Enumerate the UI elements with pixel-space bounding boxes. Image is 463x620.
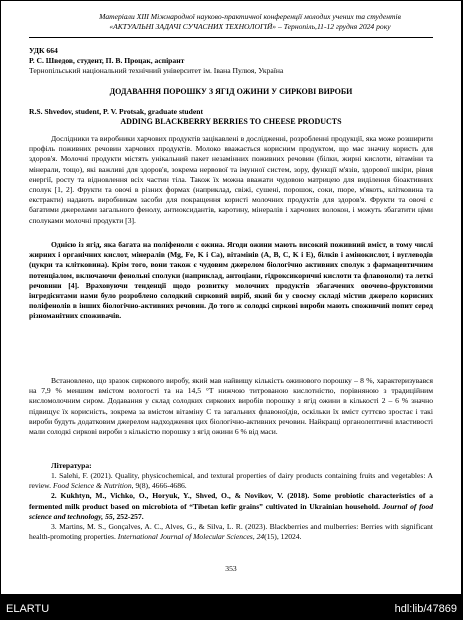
title-ukrainian: ДОДАВАННЯ ПОРОШКУ З ЯГІД ОЖИНИ У СИРКОВІ ВИРОБИ [109,87,353,96]
handle-identifier: hdl:lib/47869 [394,603,457,615]
conference-header [61,12,439,32]
references-heading: Література: [51,461,92,470]
reference-item [29,471,433,491]
paragraph-blackberry: Однією із ягід, яка багата на поліфеноли є ожина. Ягоди ожини мають високий поживний вміст, в тому числі жирних і органічних кислот, мінералів (Mg, Fe, K і Ca), вітамінів (A, B, C, K і E), білків і амінокислот, і вуглеводів (цукри та клітковина). Крім того, вони також є чудовим джерелом біологічно активних сполук з фармацевтичним потенціалом, включаючи фенольні сполуки (наприклад, антоціани, гідроксикоричні кислоти та флавоноли) та леткі речовини [4]. Враховуючи тенденції щодо розвитку молочних продуктів збагачених овочево-фруктовими інгредієнтами нами було розроблено солодкий сирковий виріб, який би у своєму складі містив джерело корисних поліфенолів в інших біологічно-активних речовин. До того ж солодкі сиркові вироби мають споживчий попит серед різноманітних споживачів. [29,240,433,321]
repository-label: ELARTU [6,603,50,615]
paragraph-introduction: Дослідники та виробники харчових продуктів зацікавлені в дослідженні, розробленні продукції, яка може розширити профіль поживних речовин харчових продуктів. Молоко вважається корисним продуктом, що має значну користь для здоров'я. Молочні продукти містять унікальний пакет незамінних поживних речовин (білки, жирні кислоти, вітаміни та мінерали, тощо), які важливі для здоров'я, зокрема нервової та імунної систем, зору, функції м'язів, здорової шкіри, рівня енергії, росту та відновлення всіх частин тіла. Також їх можна вважати чудовою матрицею для виділення біоактивних сполук [1, 2]. Фрукти та овочі в різних формах (наприклад, свіжі, сушені, порошок, соки, пюре, м'якоть, клітковина та екстракти) надають виробникам засоби для покращення користі молочних продуктів для здоров'я. Фрукти та овочі є багатими джерелами загального фенолу, антиоксидантів, каротину, мінералів і харчових волокон, і можуть збагатити ціми сполуками молочні продукти [3]. [29,134,433,225]
reference-journal: International Journal of Molecular Sciences, 24 [117,532,265,542]
document-page [1,1,461,594]
page-number: 353 [225,564,237,573]
header-line-1: Матеріали ХІІІ Міжнародної науково-практичної конференції молодих учених та студентів [99,12,401,21]
reference-details: (15), 12024. [264,532,302,542]
reference-details: , 252-257. [112,511,144,521]
header-line-2: «АКТУАЛЬНІ ЗАДАЧІ СУЧАСНИХ ТЕХНОЛОГІЙ» – Тернопіль,11-12 грудня 2024 року [109,22,391,31]
paragraph-results: Встановлено, що зразок сиркового виробу, який мав найвищу кількість ожинового порошку – 8 %, характеризувався на 7,9 % меншим вмістом вологості та на 14,5 °Т нижчою титрованою кислотністю, порівняною з традиційним кисломолочним сиром. Додавання у склад солодких сиркових виробів порошку з ягід ожини в кількості 2 – 6 % значно підвищує їх корисність, зокрема за вмістом вітаміну С та загальних флавоноїдів, оскільки їх вміст суттєво зростає і такі вироби будуть додатковим джерелом надходження цих біологічно-активних речовин. Найкращі органолептичні властивості мали солодкі сиркові вироби з кількістю порошку з ягід ожини 6 % від маси. [29,376,433,437]
reference-journal: Food Science & Nutrition [52,481,132,491]
reference-details: , 9(8), 4666-4686. [131,481,187,491]
reference-item [29,522,433,542]
header-divider [29,37,433,38]
reference-journal: Journal of food science and technology, 55 [29,501,433,521]
reference-text: 3. Martins, M. S., Gonçalves, A. C., Alves, G., & Silva, L. R. (2023). Blackberries and mulberries: Berries with significant health-promoting properties. [29,522,433,542]
reference-text: 1. Salehi, F. (2021). Quality, physicochemical, and textural properties of dairy products containing fruits and vegetables: A review. [29,471,433,491]
reference-item [29,491,433,522]
affiliation: Тернопільський національний технічний університет ім. Івана Пулюя, Україна [29,66,284,75]
udc-code: УДК 664 [29,46,58,55]
authors-ukrainian: Р. С. Шведов, студент, П. В. Процак, аспірант [29,56,185,65]
authors-english: R.S. Shvedov, student, P. V. Protsak, graduate student [29,107,203,116]
title-english: ADDING BLACKBERRY BERRIES TO CHEESE PRODUCTS [120,117,342,126]
reference-text: 2. Kukhtyn, M., Vichko, O., Horyuk, Y., Shved, O., & Novikov, V. (2018). Some probiotic characteristics of a fermented milk product based on microbiota of “Tibetan kefir grains” cultivated in Ukrainian household. [29,491,433,511]
references-list [29,471,433,542]
